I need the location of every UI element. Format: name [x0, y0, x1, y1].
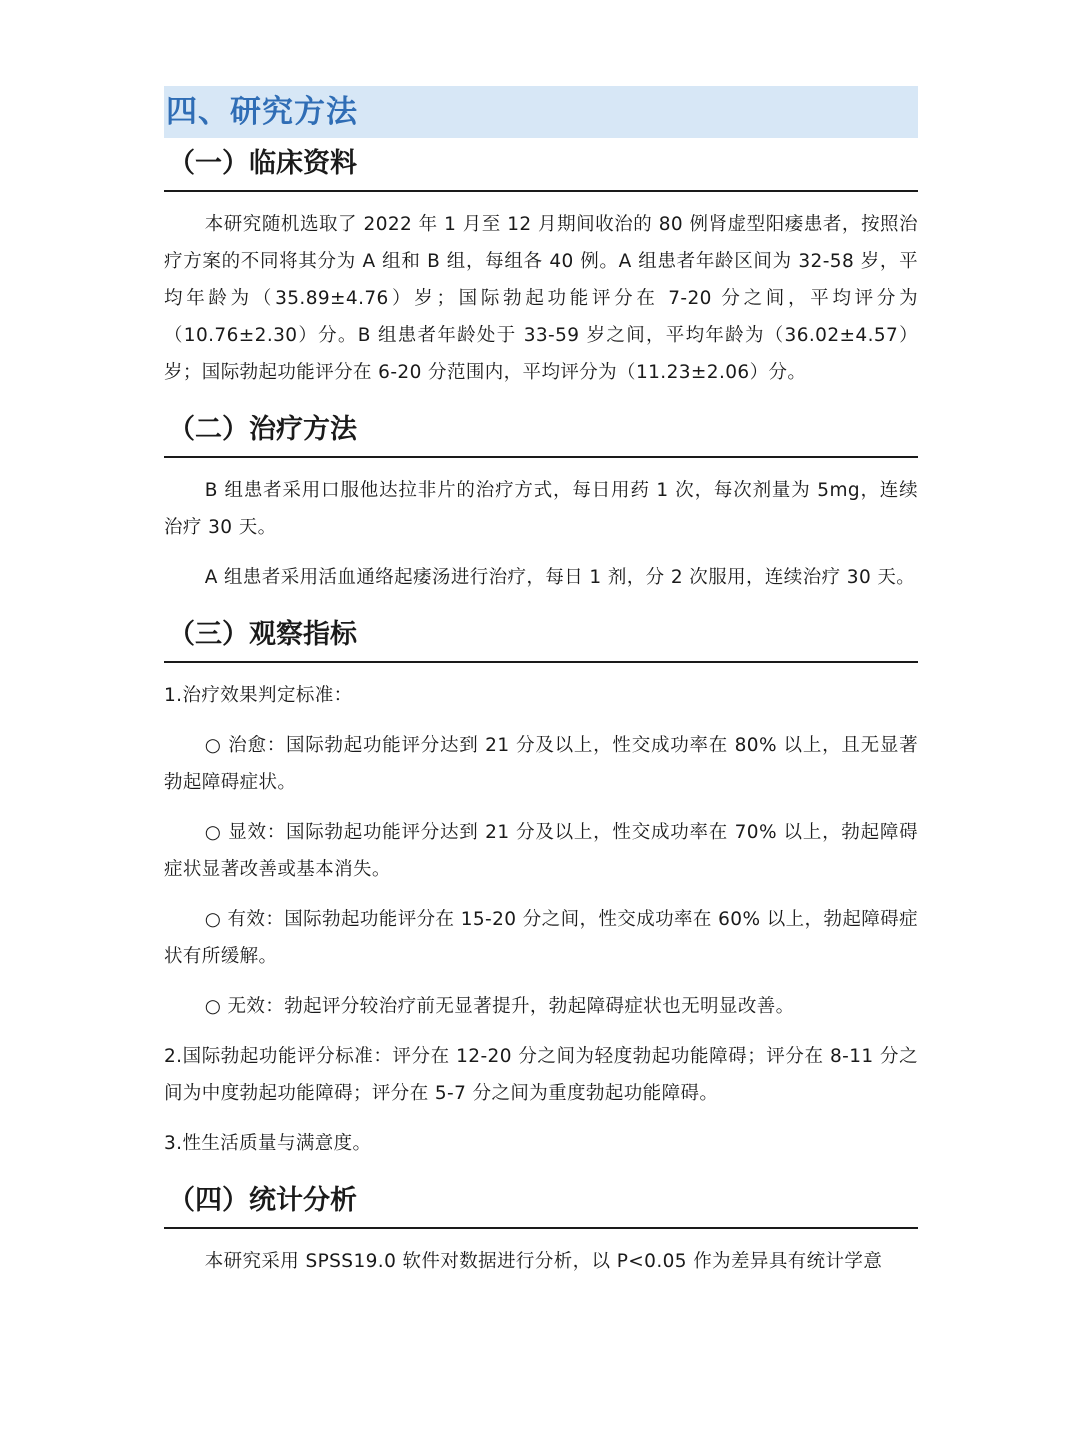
- observation-item-2: 2.国际勃起功能评分标准：评分在 12-20 分之间为轻度勃起功能障碍；评分在 8-11 分之间为中度勃起功能障碍；评分在 5-7 分之间为重度勃起功能障碍。: [164, 1046, 918, 1104]
- section-heading-observation: （三）观察指标: [164, 609, 918, 663]
- criteria-ineffective: ○ 无效：勃起评分较治疗前无显著提升，勃起障碍症状也无明显改善。: [204, 996, 795, 1017]
- main-heading: 四、研究方法: [164, 86, 918, 138]
- paragraph-clinical-data: 本研究随机选取了 2022 年 1 月至 12 月期间收治的 80 例肾虚型阳痿患者，按照治疗方案的不同将其分为 A 组和 B 组，每组各 40 例。A 组患者年龄区间为 32-58 岁，平均年龄为（35.89±4.76）岁；国际勃起功能评分在 7-20 分之间，平均评分为（10.76±2.30）分。B 组患者年龄处于 33-59 岁之间，平均年龄为（36.02±4.57）岁；国际勃起功能评分在 6-20 分范围内，平均评分为（11.23±2.06）分。: [164, 214, 918, 383]
- criteria-cured: ○ 治愈：国际勃起功能评分达到 21 分及以上，性交成功率在 80% 以上，且无显著勃起障碍症状。: [164, 735, 918, 793]
- section-heading-treatment: （二）治疗方法: [164, 404, 918, 458]
- section-heading-statistics: （四）统计分析: [164, 1175, 918, 1229]
- section-heading-clinical-data: （一）临床资料: [164, 138, 918, 192]
- paragraph-treatment-b: B 组患者采用口服他达拉非片的治疗方式，每日用药 1 次，每次剂量为 5mg，连续治疗 30 天。: [164, 480, 918, 538]
- document-page: [164, 86, 918, 1293]
- paragraph-statistics: 本研究采用 SPSS19.0 软件对数据进行分析，以 P<0.05 作为差异具有统计学意: [204, 1251, 883, 1272]
- observation-item-1: 1.治疗效果判定标准：: [164, 685, 353, 706]
- criteria-marked: ○ 显效：国际勃起功能评分达到 21 分及以上，性交成功率在 70% 以上，勃起障碍症状显著改善或基本消失。: [164, 822, 918, 880]
- observation-item-3: 3.性生活质量与满意度。: [164, 1133, 372, 1154]
- paragraph-treatment-a: A 组患者采用活血通络起痿汤进行治疗，每日 1 剂，分 2 次服用，连续治疗 30 天。: [204, 567, 916, 588]
- criteria-effective: ○ 有效：国际勃起功能评分在 15-20 分之间，性交成功率在 60% 以上，勃起障碍症状有所缓解。: [164, 909, 918, 967]
